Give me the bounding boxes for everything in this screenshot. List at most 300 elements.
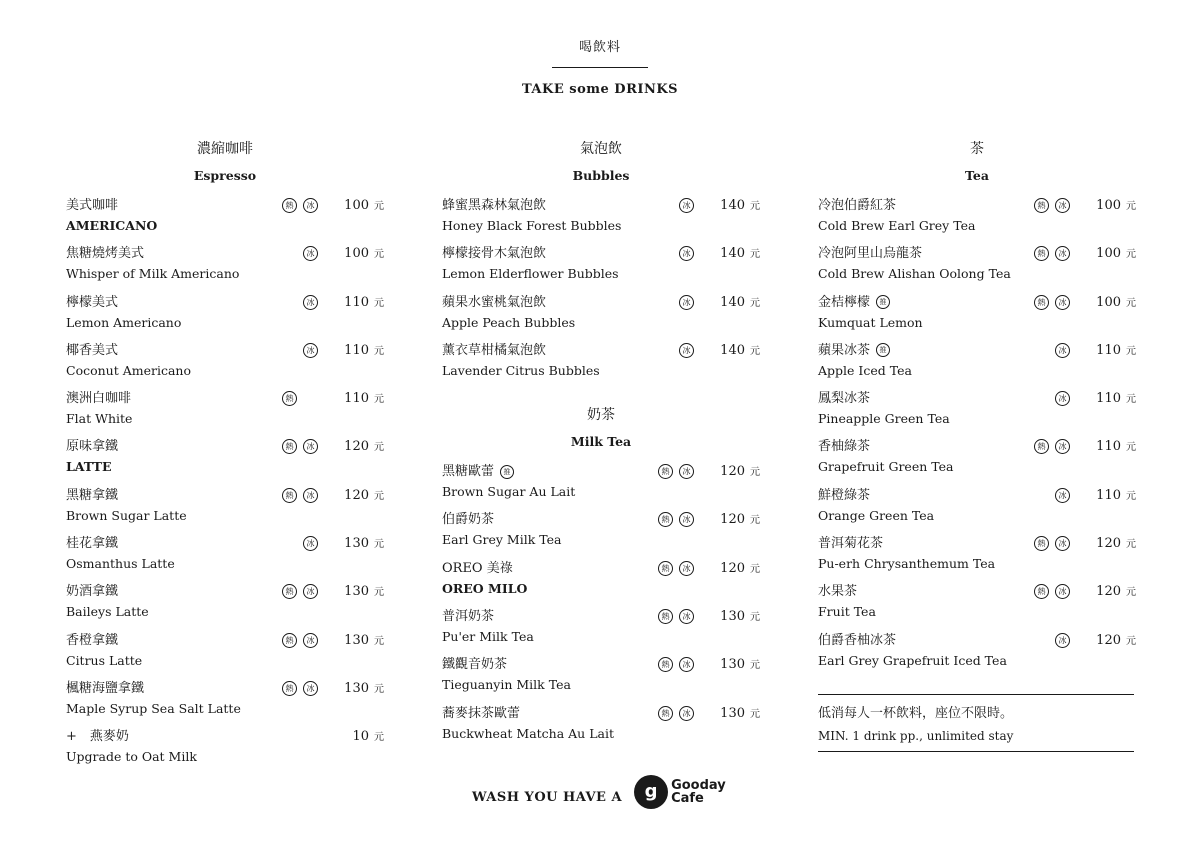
item-price [1096, 583, 1136, 602]
temperature-marks [282, 343, 318, 359]
temperature-marks [1034, 536, 1070, 552]
spacer [303, 391, 318, 406]
menu-item [442, 463, 760, 511]
price-value: 110 [1096, 391, 1121, 407]
price-value: 130 [720, 609, 745, 625]
item-name-zh-text: 楓糖海鹽拿鐵 [66, 680, 145, 696]
price-unit: 元 [1126, 394, 1136, 406]
item-name-zh [818, 632, 1136, 650]
spacer [282, 295, 297, 310]
item-price [344, 535, 384, 554]
logo-line-1: Gooday [671, 778, 726, 793]
item-name-en: Fruit Tea [818, 604, 876, 620]
temperature-marks [1034, 633, 1070, 649]
price-value: 140 [720, 198, 745, 213]
hot-icon: 熱 [658, 561, 673, 576]
spacer [658, 343, 673, 358]
section-title-en: Milk Tea [570, 434, 632, 450]
item-price [1096, 294, 1136, 313]
price-unit: 元 [750, 249, 760, 261]
item-name-en: Brown Sugar Au Lait [442, 484, 576, 500]
item-name-en: Cold Brew Alishan Oolong Tea [818, 266, 1011, 282]
temperature-marks [1034, 343, 1070, 359]
recommend-icon: 推 [500, 465, 514, 479]
iced-icon: 冰 [1055, 536, 1070, 551]
logo-mark-icon: g [634, 775, 668, 809]
price-value: 100 [344, 246, 369, 262]
iced-icon: 冰 [679, 512, 694, 527]
price-unit: 元 [374, 249, 384, 261]
footer-tagline: WASH YOU HAVE A [472, 789, 623, 805]
item-price [720, 197, 760, 216]
price-unit: 元 [374, 732, 384, 744]
item-name-en: Orange Green Tea [818, 507, 935, 523]
item-name-zh-text: 檸檬美式 [66, 294, 119, 310]
item-name-zh [66, 535, 384, 553]
price-value: 110 [1096, 342, 1121, 358]
hot-icon: 熱 [282, 681, 297, 696]
item-name-en: Lemon Americano [66, 314, 182, 330]
price-value: 10 [352, 729, 369, 745]
item-price [1096, 535, 1136, 554]
minimum-order-note [818, 694, 1134, 752]
section-title-zh: 奶茶 [587, 407, 615, 424]
price-unit: 元 [1126, 635, 1136, 647]
item-name-zh [66, 197, 384, 215]
price-value: 120 [720, 464, 745, 480]
temperature-marks [658, 246, 694, 262]
price-unit: 元 [1126, 587, 1136, 599]
section-title-en: Bubbles [572, 168, 630, 183]
item-name-zh-text: 香柚綠茶 [818, 439, 871, 455]
price-unit: 元 [374, 442, 384, 454]
page-title-en: TAKE some DRINKS [521, 82, 679, 97]
menu-item [818, 197, 1136, 245]
price-value: 130 [344, 584, 369, 600]
temperature-marks [1034, 391, 1070, 407]
menu-item [818, 294, 1136, 342]
page-title-zh: 喝飲料 [578, 40, 621, 55]
temperature-marks [282, 488, 318, 504]
item-name-zh-text: 檸檬接骨木氣泡飲 [442, 246, 547, 262]
item-name-en: Buckwheat Matcha Au Lait [442, 725, 614, 741]
item-name-zh-text: 焦糖燒烤美式 [66, 246, 145, 262]
menu-item [818, 583, 1136, 631]
item-name-zh-text: 伯爵奶茶 [442, 512, 495, 528]
item-name-zh [66, 438, 384, 456]
menu-item [818, 632, 1136, 680]
item-name-zh-text: 鳳梨冰茶 [818, 391, 871, 407]
iced-icon: 冰 [1055, 584, 1070, 599]
iced-icon: 冰 [303, 198, 318, 213]
item-name-zh [66, 583, 384, 601]
item-name-zh [818, 294, 1136, 312]
item-name-en: Kumquat Lemon [818, 314, 923, 330]
menu-item [66, 632, 384, 680]
item-name-en: Lemon Elderflower Bubbles [442, 266, 619, 282]
iced-icon: 冰 [1055, 295, 1070, 310]
item-name-en: Honey Black Forest Bubbles [442, 218, 622, 233]
price-unit: 元 [1126, 201, 1136, 212]
temperature-marks [658, 706, 694, 722]
item-name-zh [66, 680, 384, 698]
iced-icon: 冰 [303, 584, 318, 599]
price-unit: 元 [750, 563, 760, 575]
item-name-zh [442, 342, 760, 360]
item-name-zh [442, 656, 760, 674]
menu-item [818, 245, 1136, 293]
item-name-zh [66, 632, 384, 650]
section-title-en: Tea [965, 168, 989, 183]
item-price [1096, 342, 1136, 361]
item-price [1096, 390, 1136, 409]
item-name-zh [442, 560, 760, 578]
hot-icon: 熱 [1034, 439, 1049, 454]
hot-icon: 熱 [1034, 536, 1049, 551]
hot-icon: 熱 [1034, 295, 1049, 310]
price-value: 140 [720, 342, 745, 358]
iced-icon: 冰 [679, 561, 694, 576]
temperature-marks [282, 391, 318, 407]
item-name-en: Earl Grey Milk Tea [442, 532, 562, 548]
menu-item [442, 294, 760, 342]
price-unit: 元 [374, 683, 384, 695]
temperature-marks [658, 198, 694, 214]
price-unit: 元 [374, 394, 384, 406]
menu-item [66, 342, 384, 390]
iced-icon: 冰 [303, 246, 318, 261]
price-value: 100 [344, 198, 369, 213]
menu-item [66, 294, 384, 342]
item-price [720, 560, 760, 579]
item-name-zh-text: 黑糖拿鐵 [66, 487, 119, 503]
item-name-en: Osmanthus Latte [66, 556, 175, 572]
temperature-marks [1034, 246, 1070, 262]
hot-icon: 熱 [282, 584, 297, 599]
item-name-en: Apple Peach Bubbles [442, 314, 576, 330]
item-price [720, 656, 760, 675]
temperature-marks [1034, 488, 1070, 504]
section-title-zh: 濃縮咖啡 [197, 141, 253, 157]
temperature-marks [282, 584, 318, 600]
price-value: 130 [344, 536, 369, 552]
menu-item [442, 342, 760, 390]
item-name-zh-text: 黑糖歐蕾 [442, 464, 495, 480]
item-name-zh-text: 薰衣草柑橘氣泡飲 [442, 342, 547, 358]
item-name-zh-text: 鮮橙綠茶 [818, 487, 871, 503]
menu-item [66, 197, 384, 245]
menu-item [442, 608, 760, 656]
item-name-en: Grapefruit Green Tea [818, 459, 954, 475]
price-value: 140 [720, 246, 745, 262]
section-title-zh: 茶 [970, 141, 984, 157]
price-unit: 元 [374, 587, 384, 599]
item-price [1096, 197, 1136, 216]
item-name-zh [66, 390, 384, 408]
section-title-zh: 氣泡飲 [580, 141, 622, 157]
item-name-zh-text: 桂花拿鐵 [66, 536, 119, 552]
hot-icon: 熱 [658, 512, 673, 527]
menu-item [66, 728, 384, 776]
price-unit: 元 [1126, 297, 1136, 309]
item-price [1096, 632, 1136, 651]
item-price [1096, 438, 1136, 457]
spacer [282, 536, 297, 551]
price-value: 130 [344, 632, 369, 648]
temperature-marks [282, 536, 318, 552]
item-name-zh-text: 蜂蜜黑森林氣泡飲 [442, 198, 547, 213]
spacer [658, 295, 673, 310]
price-unit: 元 [374, 201, 384, 212]
iced-icon: 冰 [1055, 391, 1070, 406]
item-name-zh [818, 390, 1136, 408]
iced-icon: 冰 [679, 464, 694, 479]
price-value: 120 [720, 560, 745, 576]
footer [472, 772, 726, 812]
item-name-en: Whisper of Milk Americano [66, 266, 240, 282]
item-name-en: Pu'er Milk Tea [442, 629, 534, 645]
item-price [344, 390, 384, 409]
item-name-zh [818, 487, 1136, 505]
temperature-marks [282, 439, 318, 455]
hot-icon: 熱 [1034, 584, 1049, 599]
temperature-marks [282, 246, 318, 262]
item-name-zh [818, 197, 1136, 215]
iced-icon: 冰 [679, 295, 694, 310]
item-name-en: Flat White [66, 411, 133, 427]
price-value: 110 [1096, 439, 1121, 455]
item-name-zh-text: 鐵觀音奶茶 [442, 657, 508, 673]
item-name-zh [818, 342, 1136, 360]
item-name-en: Brown Sugar Latte [66, 507, 187, 523]
item-name-en: Citrus Latte [66, 652, 143, 668]
iced-icon: 冰 [1055, 343, 1070, 358]
hot-icon: 熱 [658, 706, 673, 721]
menu-header [0, 36, 1200, 97]
spacer [1034, 633, 1049, 648]
item-name-en: Pineapple Green Tea [818, 411, 950, 427]
item-name-zh-text: 伯爵香柚冰茶 [818, 632, 897, 648]
price-unit: 元 [750, 708, 760, 720]
item-name-en: AMERICANO [66, 218, 158, 233]
item-name-en: Apple Iced Tea [818, 362, 912, 378]
iced-icon: 冰 [679, 246, 694, 261]
item-price [720, 245, 760, 264]
item-name-zh [818, 583, 1136, 601]
menu-item [66, 438, 384, 486]
hot-icon: 熱 [658, 657, 673, 672]
menu-item [66, 680, 384, 728]
price-unit: 元 [750, 345, 760, 357]
price-unit: 元 [750, 467, 760, 479]
menu-item [442, 656, 760, 704]
hot-icon: 熱 [282, 198, 297, 213]
temperature-marks [658, 512, 694, 528]
menu-item [442, 511, 760, 559]
iced-icon: 冰 [303, 295, 318, 310]
price-value: 110 [344, 391, 369, 407]
item-name-zh-text: + 燕麥奶 [66, 729, 129, 745]
hot-icon: 熱 [1034, 246, 1049, 261]
price-value: 110 [344, 342, 369, 358]
menu-section [66, 138, 384, 777]
price-unit: 元 [374, 345, 384, 357]
item-name-zh-text: 美式咖啡 [66, 198, 119, 213]
temperature-marks [658, 464, 694, 480]
column-bubbles-milktea [442, 138, 760, 753]
temperature-marks [1034, 584, 1070, 600]
item-name-zh [66, 728, 384, 746]
price-value: 110 [344, 294, 369, 310]
item-price [720, 608, 760, 627]
price-value: 100 [1096, 294, 1121, 310]
item-name-en: OREO MILO [442, 580, 528, 596]
item-name-zh [442, 463, 760, 481]
spacer [1034, 343, 1049, 358]
price-unit: 元 [750, 297, 760, 309]
price-unit: 元 [374, 635, 384, 647]
price-value: 130 [720, 705, 745, 721]
menu-item [818, 342, 1136, 390]
item-name-zh [442, 608, 760, 626]
hot-icon: 熱 [658, 609, 673, 624]
item-name-zh-text: 冷泡阿里山烏龍茶 [818, 246, 923, 262]
item-price [344, 197, 384, 216]
iced-icon: 冰 [679, 657, 694, 672]
item-name-en: LATTE [66, 459, 112, 475]
temperature-marks [282, 295, 318, 311]
price-unit: 元 [1126, 442, 1136, 454]
item-name-zh [66, 487, 384, 505]
menu-item [66, 487, 384, 535]
price-unit: 元 [374, 490, 384, 502]
item-name-zh-text: 水果茶 [818, 584, 858, 600]
menu-item [66, 583, 384, 631]
hot-icon: 熱 [282, 488, 297, 503]
menu-item [442, 560, 760, 608]
spacer [1034, 391, 1049, 406]
item-price [344, 245, 384, 264]
item-name-zh-text: 澳洲白咖啡 [66, 391, 132, 407]
item-name-zh-text: 原味拿鐵 [66, 439, 119, 455]
column-espresso [66, 138, 384, 777]
hot-icon: 熱 [282, 633, 297, 648]
column-tea [818, 138, 1136, 680]
price-value: 130 [720, 657, 745, 673]
iced-icon: 冰 [303, 343, 318, 358]
item-name-zh [442, 197, 760, 215]
item-price [720, 705, 760, 724]
item-price [720, 294, 760, 313]
temperature-marks [658, 561, 694, 577]
price-unit: 元 [1126, 490, 1136, 502]
menu-section [442, 404, 760, 753]
item-name-zh-text: 椰香美式 [66, 342, 119, 358]
iced-icon: 冰 [1055, 246, 1070, 261]
iced-icon: 冰 [1055, 488, 1070, 503]
item-price [344, 438, 384, 457]
temperature-marks [282, 633, 318, 649]
price-unit: 元 [374, 297, 384, 309]
item-name-en: Upgrade to Oat Milk [66, 749, 197, 765]
menu-item [818, 438, 1136, 486]
temperature-marks [658, 657, 694, 673]
menu-item [442, 197, 760, 245]
item-name-en: Maple Syrup Sea Salt Latte [66, 700, 241, 716]
gooday-cafe-logo [634, 775, 726, 809]
temperature-marks [282, 198, 318, 214]
item-name-zh [442, 511, 760, 529]
iced-icon: 冰 [1055, 439, 1070, 454]
price-value: 110 [1096, 487, 1121, 503]
temperature-marks [658, 343, 694, 359]
item-price [1096, 487, 1136, 506]
spacer [1034, 488, 1049, 503]
item-name-zh-text: 普洱奶茶 [442, 609, 495, 625]
iced-icon: 冰 [1055, 198, 1070, 213]
menu-item [66, 390, 384, 438]
price-unit: 元 [750, 612, 760, 624]
item-price [344, 632, 384, 651]
item-name-zh [818, 535, 1136, 553]
item-name-zh [818, 438, 1136, 456]
price-value: 120 [344, 487, 369, 503]
price-unit: 元 [750, 201, 760, 212]
price-value: 120 [720, 512, 745, 528]
iced-icon: 冰 [679, 198, 694, 213]
price-unit: 元 [374, 539, 384, 551]
spacer [282, 343, 297, 358]
menu-item [818, 390, 1136, 438]
price-value: 100 [1096, 246, 1121, 262]
temperature-marks [1034, 439, 1070, 455]
item-name-en: Coconut Americano [66, 362, 191, 378]
item-price [720, 511, 760, 530]
price-value: 120 [1096, 632, 1121, 648]
hot-icon: 熱 [1034, 198, 1049, 213]
item-name-en: Tieguanyin Milk Tea [442, 677, 571, 693]
menu-item [66, 535, 384, 583]
menu-item [818, 487, 1136, 535]
item-price [344, 680, 384, 699]
iced-icon: 冰 [679, 343, 694, 358]
item-name-en: Earl Grey Grapefruit Iced Tea [818, 652, 1007, 668]
price-value: 120 [344, 439, 369, 455]
item-name-zh-text: 蘋果水蜜桃氣泡飲 [442, 294, 547, 310]
logo-wordmark [671, 779, 726, 805]
item-price [344, 342, 384, 361]
item-name-zh-text: 金桔檸檬 [818, 294, 871, 310]
price-unit: 元 [1126, 345, 1136, 357]
item-price [344, 294, 384, 313]
note-en: MIN. 1 drink pp., unlimited stay [818, 729, 1014, 743]
item-name-zh-text: 冷泡伯爵紅茶 [818, 198, 897, 213]
price-unit: 元 [750, 660, 760, 672]
item-name-zh-text: 奶酒拿鐵 [66, 584, 119, 600]
temperature-marks [1034, 295, 1070, 311]
menu-section [442, 138, 760, 390]
item-price [344, 487, 384, 506]
item-name-en: Cold Brew Earl Grey Tea [818, 218, 976, 233]
price-unit: 元 [1126, 539, 1136, 551]
item-price [720, 463, 760, 482]
item-name-zh-text: 蕎麥抹茶歐蕾 [442, 705, 521, 721]
iced-icon: 冰 [1055, 633, 1070, 648]
hot-icon: 熱 [282, 391, 297, 406]
price-unit: 元 [1126, 249, 1136, 261]
item-name-zh [66, 245, 384, 263]
price-unit: 元 [750, 515, 760, 527]
